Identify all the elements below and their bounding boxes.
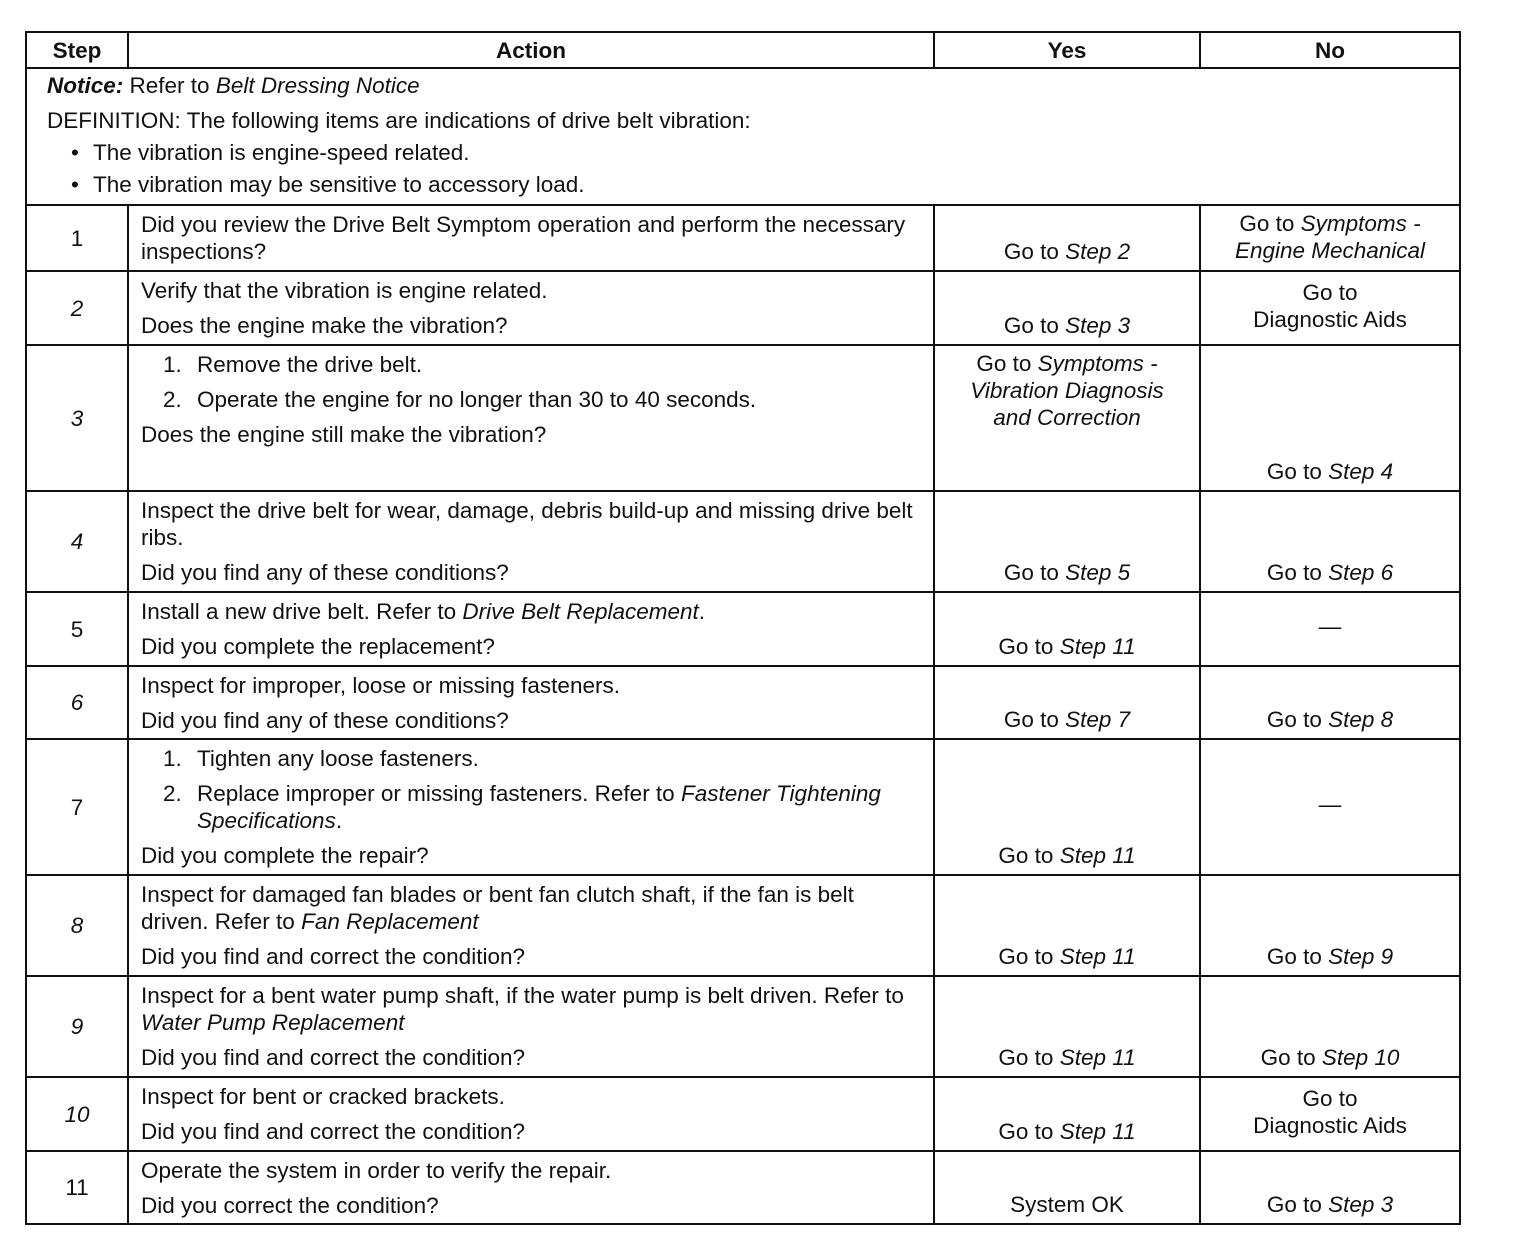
yes-link[interactable]: Step 11 [1059, 1045, 1136, 1070]
action-text: Inspect for bent or cracked brackets. [141, 1084, 505, 1109]
action-cell [128, 592, 934, 666]
question-text: Does the engine make the vibration? [141, 313, 508, 338]
definition-list [47, 139, 1449, 198]
question-text: Did you find and correct the condition? [141, 1119, 525, 1144]
step-number: 4 [70, 529, 84, 554]
table-row [26, 976, 1460, 1077]
table-row [26, 205, 1460, 271]
yes-link[interactable]: Step 2 [1065, 239, 1131, 264]
no-link[interactable]: Engine Mechanical [1234, 238, 1426, 263]
reference-link[interactable]: Water Pump Replacement [141, 1010, 405, 1035]
list-item: 2. Operate the engine for no longer than 30 to 40 seconds. [163, 387, 757, 412]
question-text: Did you complete the repair? [141, 843, 429, 868]
yes-cell: System OK [934, 1151, 1200, 1224]
yes-link[interactable]: Step 3 [1065, 313, 1131, 338]
action-text: Did you review the Drive Belt Symptom operation and perform the necessary inspections? [141, 212, 906, 264]
step-number: 5 [26, 592, 128, 666]
no-link[interactable]: Step 10 [1321, 1045, 1400, 1070]
action-cell [128, 875, 934, 976]
no-cell: — [1200, 592, 1460, 666]
yes-link[interactable]: Step 11 [1059, 634, 1136, 659]
action-text: Inspect for damaged fan blades or bent fan clutch shaft, if the fan is belt driven. Refer to Fan Replacement [141, 882, 854, 934]
yes-link[interactable]: Step 11 [1059, 944, 1136, 969]
action-list [141, 745, 923, 834]
yes-link[interactable]: Vibration Diagnosis [970, 378, 1164, 403]
action-cell [128, 271, 934, 345]
action-cell [128, 666, 934, 739]
notice-refer-text: Refer to [129, 73, 210, 98]
action-text: Inspect for improper, loose or missing fasteners. [141, 673, 620, 698]
step-number: 3 [70, 405, 84, 431]
notice-refer-link: Belt Dressing Notice [215, 73, 420, 98]
header-row [26, 32, 1460, 68]
no-link[interactable]: Step 8 [1328, 707, 1394, 732]
yes-cell: Go to Step 11 [934, 1077, 1200, 1151]
no-link[interactable]: Step 9 [1328, 944, 1394, 969]
yes-link[interactable]: and Correction [993, 405, 1141, 430]
reference-link[interactable]: Fan Replacement [301, 909, 479, 934]
action-cell [128, 345, 934, 491]
notice-row [26, 68, 1460, 205]
question-text: Does the engine still make the vibration? [141, 422, 547, 447]
no-cell: Go to Step 8 [1200, 666, 1460, 739]
table-row [26, 875, 1460, 976]
step-number: 2 [70, 295, 84, 321]
step-number: 7 [26, 739, 128, 875]
no-link[interactable]: Symptoms - [1300, 211, 1421, 236]
table-row [26, 1151, 1460, 1224]
no-cell: Go to Step 9 [1200, 875, 1460, 976]
reference-link[interactable]: Fastener Tightening Specifications [197, 781, 881, 833]
header-yes: Yes [934, 32, 1200, 68]
yes-cell: Go to Step 7 [934, 666, 1200, 739]
question-text: Did you find any of these conditions? [141, 708, 509, 733]
bullet-icon: • [71, 172, 79, 197]
bullet-icon: • [71, 140, 79, 165]
table-row [26, 1077, 1460, 1151]
list-item: 2. Replace improper or missing fasteners. Refer to Fastener Tightening Specifications. [163, 781, 881, 833]
action-cell [128, 976, 934, 1077]
step-number: 9 [70, 1014, 84, 1039]
yes-link[interactable]: Step 11 [1059, 1119, 1136, 1144]
action-cell [128, 1151, 934, 1224]
no-link[interactable]: Diagnostic Aids [1253, 306, 1407, 332]
yes-cell: Go to Step 11 [934, 976, 1200, 1077]
step-number: 1 [26, 205, 128, 271]
question-text: Did you correct the condition? [141, 1193, 439, 1218]
action-cell [128, 205, 934, 271]
step-number: 11 [26, 1151, 128, 1224]
list-item: 1. Tighten any loose fasteners. [163, 746, 479, 771]
question-text: Did you find and correct the condition? [141, 1045, 525, 1070]
table-row [26, 345, 1460, 491]
header-step: Step [26, 32, 128, 68]
yes-link[interactable]: Step 5 [1065, 560, 1131, 585]
question-text: Did you find and correct the condition? [141, 944, 525, 969]
definition-text: DEFINITION: The following items are indications of drive belt vibration: [47, 108, 751, 133]
no-link[interactable]: Step 4 [1328, 459, 1394, 484]
no-cell: Go to Step 3 [1200, 1151, 1460, 1224]
diagnostic-table [25, 31, 1461, 1225]
table-row [26, 666, 1460, 739]
no-cell: Go to Symptoms - Engine Mechanical [1200, 205, 1460, 271]
step-number: 6 [70, 690, 84, 715]
header-no: No [1200, 32, 1460, 68]
no-cell: Go to Step 6 [1200, 491, 1460, 592]
yes-cell: Go to Step 3 [934, 271, 1200, 345]
table-row [26, 739, 1460, 875]
yes-cell: Go to Step 11 [934, 739, 1200, 875]
yes-cell: Go to Step 11 [934, 875, 1200, 976]
no-link[interactable]: Step 3 [1328, 1192, 1394, 1217]
action-text: Verify that the vibration is engine related. [141, 278, 548, 303]
question-text: Did you complete the replacement? [141, 634, 495, 659]
no-cell: — [1200, 739, 1460, 875]
action-text: Install a new drive belt. Refer to Drive Belt Replacement. [141, 599, 706, 624]
action-cell [128, 1077, 934, 1151]
table-row [26, 491, 1460, 592]
notice-line [47, 72, 1449, 99]
yes-link[interactable]: Symptoms - [1037, 351, 1158, 376]
action-cell [128, 739, 934, 875]
yes-cell: Go to Symptoms - Vibration Diagnosis and Correction [934, 345, 1200, 491]
action-text: Operate the system in order to verify the repair. [141, 1158, 612, 1183]
yes-link[interactable]: Step 7 [1065, 707, 1131, 732]
table-row [26, 271, 1460, 345]
step-number: 8 [70, 913, 84, 938]
yes-cell: Go to Step 11 [934, 592, 1200, 666]
question-text: Did you find any of these conditions? [141, 560, 509, 585]
action-list [141, 351, 923, 413]
list-item: 1. Remove the drive belt. [163, 352, 423, 377]
yes-cell: Go to Step 5 [934, 491, 1200, 592]
header-action: Action [128, 32, 934, 68]
no-link[interactable]: Diagnostic Aids [1253, 1112, 1407, 1138]
action-text: Inspect the drive belt for wear, damage, debris build-up and missing drive belt ribs. [141, 498, 913, 550]
action-cell [128, 491, 934, 592]
definition-item: • The vibration may be sensitive to accessory load. [71, 172, 585, 197]
step-number: 10 [64, 1101, 90, 1127]
no-cell: Go to Step 4 [1200, 345, 1460, 491]
definition-item: • The vibration is engine-speed related. [71, 140, 470, 165]
notice-cell [26, 68, 1460, 205]
no-cell: Go to Step 10 [1200, 976, 1460, 1077]
reference-link[interactable]: Drive Belt Replacement [462, 599, 699, 624]
no-cell: Go to Diagnostic Aids [1200, 271, 1460, 345]
no-link[interactable]: Step 6 [1328, 560, 1394, 585]
notice-label: Notice: [47, 73, 124, 98]
action-text: Inspect for a bent water pump shaft, if the water pump is belt driven. Refer to Water Pump Replacement [141, 983, 904, 1035]
yes-cell: Go to Step 2 [934, 205, 1200, 271]
yes-link[interactable]: Step 11 [1059, 843, 1136, 868]
table-row [26, 592, 1460, 666]
no-cell: Go to Diagnostic Aids [1200, 1077, 1460, 1151]
